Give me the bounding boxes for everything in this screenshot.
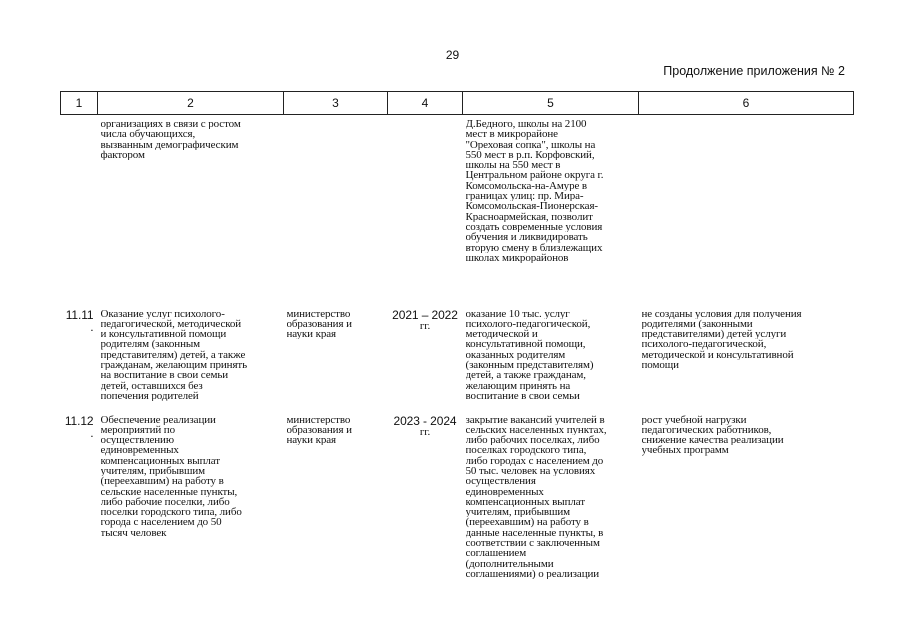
page-number: 29 xyxy=(445,48,460,62)
cell-text-line: сельских населенных пунктах, xyxy=(465,424,607,436)
activity-cell xyxy=(98,411,284,601)
cell-text-line: либо рабочих поселках, либо xyxy=(465,435,600,446)
term-cell xyxy=(388,411,463,601)
result-cell xyxy=(463,305,639,411)
cell-text-line: родителями (законными xyxy=(641,318,753,330)
cell-text-line: Обеспечение реализации xyxy=(100,414,216,425)
cell-text-line: снижение качества реализации xyxy=(641,435,784,446)
cell-text-line: Д.Бедного, школы на 2100 xyxy=(465,119,587,130)
cell-text-line: представителями) детей услуги xyxy=(641,329,787,340)
table-row xyxy=(61,411,854,601)
cell-text-line: родителям (законным xyxy=(100,339,201,350)
term-unit: гг. xyxy=(419,319,431,332)
cell-text-line: поселки городского типа, либо xyxy=(100,507,242,518)
cell-text-line: сельские населенные пункты, xyxy=(100,486,238,497)
cell-text-line: организациях в связи с ростом xyxy=(100,119,241,130)
term-cell xyxy=(388,305,463,411)
cell-text-line: рост учебной нагрузки xyxy=(641,414,747,425)
cell-text-line: учебных программ xyxy=(641,445,729,456)
term-cell xyxy=(388,115,463,305)
cell-text-line: осуществления xyxy=(465,476,536,487)
cell-text-line: (законным представителям) xyxy=(465,359,594,371)
cell-text-line: Красноармейская, позволит xyxy=(465,211,593,222)
row-number: 11.11. xyxy=(65,307,94,334)
cell-text-line: воспитание в свои семьи xyxy=(465,390,580,402)
cell-text-line: науки края xyxy=(286,329,336,340)
cell-text-line: "Ореховая сопка", школы на xyxy=(465,139,596,150)
term-years: 2021 – 2022 xyxy=(392,307,458,322)
cell-text-line: 550 мест в р.п. Корфовский, xyxy=(465,149,595,161)
cell-text-line: образования и xyxy=(286,424,352,436)
result-cell xyxy=(463,411,639,601)
cell-text-line: границах улиц: пр. Мира- xyxy=(465,191,584,202)
cell-text-line: Оказание услуг психолого- xyxy=(100,308,225,319)
cell-text-line: закрытие вакансий учителей в xyxy=(465,414,605,425)
cell-text-line: тысяч человек xyxy=(100,527,167,539)
cell-text-line: фактором xyxy=(100,149,145,161)
cell-text-line: министерство xyxy=(286,414,351,425)
cell-text-line: школах микрорайонов xyxy=(465,252,569,264)
cell-text-line: либо рабочие поселки, либо xyxy=(100,496,230,508)
cell-text-line: не созданы условия для получения xyxy=(641,308,802,319)
cell-text-line: Комсомольска-на-Амуре в xyxy=(465,180,588,192)
cell-text-line: 50 тыс. человек на условиях xyxy=(465,465,596,477)
term-years: 2023 - 2024 xyxy=(393,413,457,428)
cell-text-line: образования и xyxy=(286,318,352,330)
cell-text-line: единовременных xyxy=(465,486,544,497)
cell-text-line: Комсомольская-Пионерская- xyxy=(465,201,598,212)
cell-text-line: учителям, прибывшим xyxy=(100,465,205,477)
cell-text-line: желающим принять на xyxy=(465,380,571,391)
cell-text-line: на воспитание в свои семьи xyxy=(100,370,229,381)
executor-cell xyxy=(284,305,388,411)
cell-text-line: методической и xyxy=(465,329,538,340)
cell-text-line: осуществлению xyxy=(100,435,174,446)
cell-text-line: детей, оставшихся без xyxy=(100,380,203,391)
consequence-cell xyxy=(639,411,854,601)
cell-text-line: (переехавшим) на работу в xyxy=(100,476,224,487)
cell-text-line: консультативной помощи, xyxy=(465,339,586,350)
column-header-executor: 3 xyxy=(284,92,388,115)
cell-text-line: оказанных родителям xyxy=(465,349,566,360)
cell-text-line: мероприятий по xyxy=(100,424,175,436)
cell-text-line: психолого-педагогической, xyxy=(465,318,591,330)
cell-text-line: гражданам, желающим принять xyxy=(100,359,248,371)
cell-text-line: помощи xyxy=(641,359,679,371)
cell-text-line: попечения родителей xyxy=(100,390,199,402)
column-header-activity: 2 xyxy=(98,92,284,115)
row-number xyxy=(61,115,98,305)
cell-text-line: компенсационных выплат xyxy=(100,455,220,466)
column-header-result: 5 xyxy=(463,92,639,115)
activity-cell xyxy=(98,305,284,411)
activity-cell xyxy=(98,115,284,305)
executor-cell xyxy=(284,411,388,601)
table-header-row xyxy=(61,92,854,115)
cell-text-line: вызванным демографическим xyxy=(100,139,239,150)
table-row xyxy=(61,115,854,305)
column-header-term: 4 xyxy=(388,92,463,115)
executor-cell xyxy=(284,115,388,305)
cell-text-line: учителям, прибывшим xyxy=(465,507,570,518)
cell-text-line: либо городах с населением до xyxy=(465,455,604,466)
term-unit: гг. xyxy=(419,425,431,438)
cell-text-line: поселках городского типа, xyxy=(465,445,587,456)
cell-text-line: Центральном районе округа г. xyxy=(465,170,604,181)
measures-table xyxy=(60,91,854,601)
cell-text-line: соответствии с заключенным xyxy=(465,538,600,549)
cell-text-line: науки края xyxy=(286,435,336,446)
appendix-note: Продолжение приложения № 2 xyxy=(663,64,845,78)
cell-text-line: школы на 550 мест в xyxy=(465,160,561,171)
cell-text-line: детей, а также гражданам, xyxy=(465,370,586,381)
cell-text-line: методической и консультативной xyxy=(641,349,794,360)
cell-text-line: (дополнительными xyxy=(465,558,554,569)
cell-text-line: педагогической, методической xyxy=(100,318,242,330)
cell-text-line: создать современные условия xyxy=(465,221,603,233)
cell-text-line: мест в микрорайоне xyxy=(465,129,558,140)
cell-text-line: (переехавшим) на работу в xyxy=(465,517,589,528)
cell-text-line: города с населением до 50 xyxy=(100,517,222,528)
cell-text-line: числа обучающихся, xyxy=(100,129,196,140)
consequence-cell xyxy=(639,115,854,305)
result-cell xyxy=(463,115,639,305)
cell-text-line: компенсационных выплат xyxy=(465,496,585,508)
cell-text-line: единовременных xyxy=(100,445,179,456)
cell-text-line: оказание 10 тыс. услуг xyxy=(465,308,570,319)
cell-text-line: министерство xyxy=(286,308,351,319)
cell-text-line: соглашением xyxy=(465,548,527,559)
cell-text-line: и консультативной помощи xyxy=(100,329,227,340)
row-number: 11.12. xyxy=(64,413,94,440)
cell-text-line: представителям) детей, а также xyxy=(100,349,246,360)
cell-text-line: соглашениями) о реализации xyxy=(465,568,600,580)
cell-text-line: обучения и ликвидировать xyxy=(465,232,588,243)
cell-text-line: данные населенные пункты, в xyxy=(465,527,604,539)
cell-text-line: психолого-педагогической, xyxy=(641,339,767,350)
column-header-consequence: 6 xyxy=(639,92,854,115)
cell-text-line: педагогических работников, xyxy=(641,424,772,436)
cell-text-line: вторую смену в близлежащих xyxy=(465,242,603,253)
table-row xyxy=(61,305,854,411)
column-header-number: 1 xyxy=(61,92,98,115)
consequence-cell xyxy=(639,305,854,411)
